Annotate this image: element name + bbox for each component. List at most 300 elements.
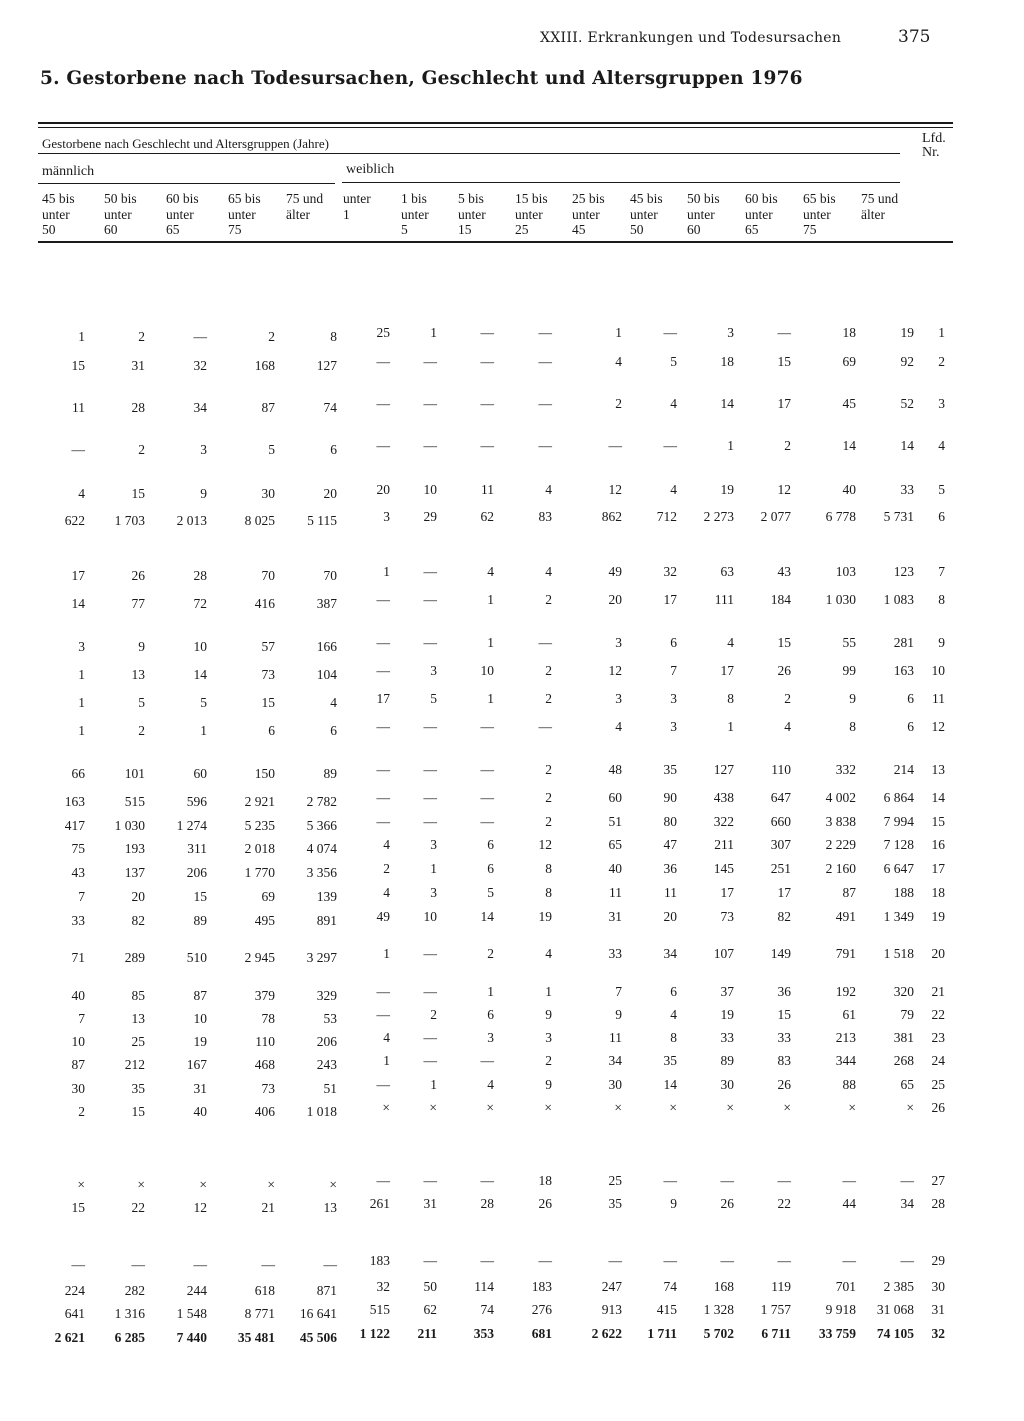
table-cell: 622 bbox=[64, 513, 85, 528]
table-cell: 77 bbox=[131, 596, 145, 611]
table-cell: 1 083 bbox=[883, 592, 914, 607]
table-cell: 20 bbox=[323, 486, 337, 501]
row-number: 32 bbox=[931, 1326, 945, 1341]
table-cell: 32 bbox=[376, 1279, 390, 1294]
table-cell: 1 bbox=[78, 695, 85, 710]
table-cell: 1 bbox=[383, 946, 390, 961]
table-cell: 596 bbox=[186, 794, 207, 809]
table-cell: 73 bbox=[720, 909, 734, 924]
table-cell: 21 bbox=[261, 1200, 275, 1215]
table-cell: — bbox=[261, 1257, 275, 1272]
table-cell: 19 bbox=[720, 1007, 734, 1022]
table-cell: — bbox=[376, 984, 390, 999]
table-cell: 4 bbox=[615, 719, 622, 734]
table-cell: 4 bbox=[670, 1007, 677, 1022]
table-cell: 2 bbox=[268, 329, 275, 344]
table-cell: 3 bbox=[78, 639, 85, 654]
table-cell: 2 bbox=[487, 946, 494, 961]
table-cell: — bbox=[423, 592, 437, 607]
table-cell: 8 bbox=[330, 329, 337, 344]
table-cell: 17 bbox=[71, 568, 85, 583]
table-cell: — bbox=[480, 1173, 494, 1188]
table-cell: 4 bbox=[383, 837, 390, 852]
table-cell: 51 bbox=[323, 1081, 337, 1096]
header-bottom-rule bbox=[38, 241, 953, 243]
table-cell: — bbox=[376, 635, 390, 650]
table-cell: 282 bbox=[124, 1283, 145, 1298]
table-cell: 6 bbox=[670, 984, 677, 999]
table-cell: × bbox=[848, 1100, 856, 1115]
table-cell: 344 bbox=[835, 1053, 856, 1068]
table-cell: 3 297 bbox=[306, 950, 337, 965]
table-cell: — bbox=[480, 438, 494, 453]
table-cell: 15 bbox=[71, 1200, 85, 1215]
table-cell: 7 bbox=[78, 1011, 85, 1026]
table-cell: 1 bbox=[430, 325, 437, 340]
table-cell: 1 274 bbox=[176, 818, 207, 833]
group-heading-rule bbox=[38, 153, 900, 154]
table-cell: 139 bbox=[316, 889, 337, 904]
table-cell: 3 bbox=[430, 663, 437, 678]
table-cell: 9 bbox=[200, 486, 207, 501]
table-cell: 891 bbox=[316, 913, 337, 928]
table-cell: 51 bbox=[608, 814, 622, 829]
table-cell: — bbox=[423, 396, 437, 411]
table-cell: 89 bbox=[720, 1053, 734, 1068]
table-cell: — bbox=[376, 1077, 390, 1092]
table-cell: 25 bbox=[376, 325, 390, 340]
table-cell: 80 bbox=[663, 814, 677, 829]
table-cell: 60 bbox=[193, 766, 207, 781]
table-cell: 14 bbox=[663, 1077, 677, 1092]
table-cell: 15 bbox=[131, 486, 145, 501]
table-cell: 5 115 bbox=[307, 513, 337, 528]
table-cell: 145 bbox=[713, 861, 734, 876]
table-cell: 6 285 bbox=[114, 1330, 145, 1345]
table-cell: 9 bbox=[545, 1077, 552, 1092]
maennlich-rule bbox=[38, 183, 335, 184]
table-cell: 52 bbox=[900, 396, 914, 411]
table-cell: 6 778 bbox=[825, 509, 856, 524]
table-cell: 3 bbox=[670, 691, 677, 706]
table-cell: × bbox=[906, 1100, 914, 1115]
table-cell: 5 bbox=[430, 691, 437, 706]
table-cell: — bbox=[423, 1030, 437, 1045]
table-cell: 647 bbox=[770, 790, 791, 805]
table-cell: 73 bbox=[261, 1081, 275, 1096]
table-cell: 83 bbox=[777, 1053, 791, 1068]
table-cell: 4 bbox=[784, 719, 791, 734]
table-cell: 2 bbox=[545, 762, 552, 777]
row-number: 23 bbox=[931, 1030, 945, 1045]
table-cell: 17 bbox=[663, 592, 677, 607]
table-cell: 34 bbox=[663, 946, 677, 961]
table-cell: 45 bbox=[842, 396, 856, 411]
table-cell: 107 bbox=[713, 946, 734, 961]
column-header: 60 bis unter 65 bbox=[745, 191, 778, 237]
table-cell: 28 bbox=[131, 400, 145, 415]
table-cell: 510 bbox=[186, 950, 207, 965]
table-cell: 8 bbox=[849, 719, 856, 734]
table-cell: — bbox=[423, 762, 437, 777]
table-cell: 1 030 bbox=[114, 818, 145, 833]
row-number: 14 bbox=[931, 790, 945, 805]
table-cell: 28 bbox=[480, 1196, 494, 1211]
group-heading: Gestorbene nach Geschlecht und Altersgruppen (Jahre) bbox=[42, 136, 329, 151]
table-cell: — bbox=[538, 635, 552, 650]
table-cell: 20 bbox=[376, 482, 390, 497]
table-cell: 4 bbox=[487, 564, 494, 579]
table-cell: 15 bbox=[777, 1007, 791, 1022]
table-cell: 1 757 bbox=[760, 1302, 791, 1317]
table-cell: 1 bbox=[78, 329, 85, 344]
table-cell: 99 bbox=[842, 663, 856, 678]
table-cell: 75 bbox=[71, 841, 85, 856]
table-cell: 35 bbox=[663, 1053, 677, 1068]
table-cell: 30 bbox=[261, 486, 275, 501]
table-cell: 29 bbox=[423, 509, 437, 524]
table-cell: — bbox=[423, 719, 437, 734]
table-cell: 15 bbox=[261, 695, 275, 710]
table-cell: — bbox=[376, 438, 390, 453]
table-cell: 15 bbox=[777, 635, 791, 650]
table-cell: 5 731 bbox=[883, 509, 914, 524]
table-cell: — bbox=[423, 946, 437, 961]
row-number: 3 bbox=[938, 396, 945, 411]
table-cell: 168 bbox=[713, 1279, 734, 1294]
row-number: 22 bbox=[931, 1007, 945, 1022]
row-number: 25 bbox=[931, 1077, 945, 1092]
table-cell: 9 bbox=[545, 1007, 552, 1022]
table-cell: 36 bbox=[663, 861, 677, 876]
table-cell: 90 bbox=[663, 790, 677, 805]
table-cell: 15 bbox=[777, 354, 791, 369]
maennlich-label: männlich bbox=[42, 164, 95, 179]
table-cell: 18 bbox=[538, 1173, 552, 1188]
table-cell: 33 759 bbox=[818, 1326, 856, 1341]
table-cell: — bbox=[777, 1253, 791, 1268]
table-cell: 2 bbox=[545, 790, 552, 805]
running-head: XXIII. Erkrankungen und Todesursachen bbox=[540, 30, 842, 46]
table-cell: 83 bbox=[538, 509, 552, 524]
table-cell: 14 bbox=[842, 438, 856, 453]
table-cell: 417 bbox=[64, 818, 85, 833]
table-cell: 183 bbox=[531, 1279, 552, 1294]
table-cell: — bbox=[423, 354, 437, 369]
table-cell: 19 bbox=[720, 482, 734, 497]
row-number: 30 bbox=[931, 1279, 945, 1294]
table-cell: 19 bbox=[193, 1034, 207, 1049]
table-cell: 2 077 bbox=[760, 509, 791, 524]
table-cell: 92 bbox=[900, 354, 914, 369]
table-cell: 1 bbox=[78, 723, 85, 738]
table-cell: 4 bbox=[727, 635, 734, 650]
row-number: 17 bbox=[931, 861, 945, 876]
table-cell: 25 bbox=[131, 1034, 145, 1049]
table-cell: 2 921 bbox=[244, 794, 275, 809]
table-cell: 6 bbox=[268, 723, 275, 738]
table-cell: 18 bbox=[720, 354, 734, 369]
table-cell: — bbox=[480, 354, 494, 369]
row-number: 29 bbox=[931, 1253, 945, 1268]
table-cell: 33 bbox=[720, 1030, 734, 1045]
table-cell: — bbox=[376, 663, 390, 678]
row-number: 6 bbox=[938, 509, 945, 524]
table-cell: — bbox=[423, 564, 437, 579]
table-cell: 114 bbox=[474, 1279, 494, 1294]
table-cell: 163 bbox=[893, 663, 914, 678]
table-cell: 211 bbox=[417, 1326, 437, 1341]
table-cell: 9 918 bbox=[825, 1302, 856, 1317]
table-cell: 641 bbox=[64, 1306, 85, 1321]
table-cell: 438 bbox=[713, 790, 734, 805]
row-number: 12 bbox=[931, 719, 945, 734]
table-cell: 22 bbox=[777, 1196, 791, 1211]
table-cell: 184 bbox=[770, 592, 791, 607]
table-cell: 1 bbox=[615, 325, 622, 340]
table-cell: — bbox=[842, 1253, 856, 1268]
table-cell: 247 bbox=[601, 1279, 622, 1294]
table-cell: 281 bbox=[893, 635, 914, 650]
table-cell: 2 273 bbox=[703, 509, 734, 524]
table-cell: 11 bbox=[609, 885, 622, 900]
table-cell: 1 bbox=[727, 438, 734, 453]
table-cell: 243 bbox=[316, 1057, 337, 1072]
table-cell: 5 bbox=[200, 695, 207, 710]
table-cell: 85 bbox=[131, 988, 145, 1003]
table-cell: 913 bbox=[601, 1302, 622, 1317]
table-cell: 74 105 bbox=[876, 1326, 914, 1341]
table-cell: 415 bbox=[656, 1302, 677, 1317]
table-cell: 137 bbox=[124, 865, 145, 880]
table-cell: 26 bbox=[777, 1077, 791, 1092]
table-cell: 2 bbox=[545, 1053, 552, 1068]
table-cell: 206 bbox=[186, 865, 207, 880]
table-cell: 10 bbox=[480, 663, 494, 678]
table-cell: 5 bbox=[670, 354, 677, 369]
table-cell: 4 bbox=[383, 885, 390, 900]
table-cell: 4 074 bbox=[306, 841, 337, 856]
table-cell: 214 bbox=[893, 762, 914, 777]
table-cell: 28 bbox=[193, 568, 207, 583]
table-cell: 149 bbox=[770, 946, 791, 961]
column-header: 65 bis unter 75 bbox=[228, 191, 261, 237]
table-cell: — bbox=[376, 396, 390, 411]
table-cell: 70 bbox=[261, 568, 275, 583]
table-cell: 61 bbox=[842, 1007, 856, 1022]
table-cell: — bbox=[376, 1173, 390, 1188]
column-header: 65 bis unter 75 bbox=[803, 191, 836, 237]
table-cell: 30 bbox=[720, 1077, 734, 1092]
table-cell: 17 bbox=[777, 885, 791, 900]
table-cell: 6 bbox=[330, 723, 337, 738]
table-cell: 31 bbox=[193, 1081, 207, 1096]
table-cell: 127 bbox=[713, 762, 734, 777]
table-cell: 62 bbox=[480, 509, 494, 524]
table-cell: 213 bbox=[835, 1030, 856, 1045]
table-cell: 65 bbox=[608, 837, 622, 852]
table-cell: 2 160 bbox=[825, 861, 856, 876]
table-cell: 381 bbox=[893, 1030, 914, 1045]
table-cell: 18 bbox=[842, 325, 856, 340]
row-number: 5 bbox=[938, 482, 945, 497]
table-cell: 192 bbox=[835, 984, 856, 999]
table-cell: 2 bbox=[784, 438, 791, 453]
table-cell: 3 bbox=[545, 1030, 552, 1045]
table-cell: × bbox=[77, 1177, 85, 1192]
table-cell: 13 bbox=[323, 1200, 337, 1215]
table-cell: 35 bbox=[131, 1081, 145, 1096]
table-cell: 14 bbox=[900, 438, 914, 453]
table-cell: 6 bbox=[907, 691, 914, 706]
table-cell: — bbox=[376, 719, 390, 734]
table-cell: 862 bbox=[601, 509, 622, 524]
table-cell: 1 bbox=[487, 984, 494, 999]
table-cell: — bbox=[480, 1253, 494, 1268]
table-cell: 37 bbox=[720, 984, 734, 999]
table-cell: 89 bbox=[193, 913, 207, 928]
row-number: 24 bbox=[931, 1053, 945, 1068]
table-cell: 14 bbox=[71, 596, 85, 611]
table-cell: — bbox=[720, 1253, 734, 1268]
table-cell: 2 782 bbox=[306, 794, 337, 809]
table-cell: 2 bbox=[138, 442, 145, 457]
table-cell: 2 bbox=[430, 1007, 437, 1022]
table-cell: 6 bbox=[907, 719, 914, 734]
row-number: 15 bbox=[931, 814, 945, 829]
table-cell: 871 bbox=[316, 1283, 337, 1298]
table-cell: 74 bbox=[480, 1302, 494, 1317]
column-header: unter 1 bbox=[343, 191, 371, 222]
table-cell: 5 bbox=[138, 695, 145, 710]
table-cell: — bbox=[71, 442, 85, 457]
table-cell: 4 bbox=[487, 1077, 494, 1092]
table-cell: 87 bbox=[842, 885, 856, 900]
table-cell: 353 bbox=[473, 1326, 494, 1341]
table-cell: 57 bbox=[261, 639, 275, 654]
table-cell: 211 bbox=[714, 837, 734, 852]
table-cell: 1 bbox=[487, 691, 494, 706]
table-cell: 48 bbox=[608, 762, 622, 777]
table-cell: 10 bbox=[193, 1011, 207, 1026]
table-cell: — bbox=[842, 1173, 856, 1188]
table-cell: 66 bbox=[71, 766, 85, 781]
table-cell: 13 bbox=[131, 667, 145, 682]
table-cell: 244 bbox=[186, 1283, 207, 1298]
table-cell: 32 bbox=[193, 358, 207, 373]
table-cell: 5 bbox=[268, 442, 275, 457]
row-number: 18 bbox=[931, 885, 945, 900]
table-cell: 104 bbox=[316, 667, 337, 682]
table-cell: 2 bbox=[615, 396, 622, 411]
table-cell: 4 bbox=[383, 1030, 390, 1045]
table-cell: 31 bbox=[131, 358, 145, 373]
table-cell: 5 235 bbox=[244, 818, 275, 833]
table-cell: — bbox=[900, 1173, 914, 1188]
table-cell: 79 bbox=[900, 1007, 914, 1022]
table-cell: × bbox=[486, 1100, 494, 1115]
page-number: 375 bbox=[898, 27, 931, 47]
table-cell: 1 bbox=[430, 861, 437, 876]
table-cell: 515 bbox=[369, 1302, 390, 1317]
table-cell: 268 bbox=[893, 1053, 914, 1068]
table-cell: 55 bbox=[842, 635, 856, 650]
table-cell: 2 bbox=[138, 329, 145, 344]
table-cell: 1 bbox=[487, 635, 494, 650]
table-cell: 7 bbox=[615, 984, 622, 999]
table-cell: 17 bbox=[376, 691, 390, 706]
table-cell: 5 702 bbox=[703, 1326, 734, 1341]
table-cell: 8 bbox=[727, 691, 734, 706]
table-cell: 40 bbox=[608, 861, 622, 876]
table-cell: 681 bbox=[531, 1326, 552, 1341]
table-cell: 1 bbox=[430, 1077, 437, 1092]
table-cell: — bbox=[376, 592, 390, 607]
table-cell: 3 bbox=[727, 325, 734, 340]
table-cell: 103 bbox=[835, 564, 856, 579]
table-cell: — bbox=[423, 1173, 437, 1188]
table-cell: 74 bbox=[663, 1279, 677, 1294]
table-cell: 6 bbox=[487, 861, 494, 876]
table-cell: × bbox=[267, 1177, 275, 1192]
table-cell: — bbox=[720, 1173, 734, 1188]
table-cell: 50 bbox=[423, 1279, 437, 1294]
table-cell: 329 bbox=[316, 988, 337, 1003]
row-number: 1 bbox=[938, 325, 945, 340]
table-cell: 387 bbox=[316, 596, 337, 611]
table-cell: 2 bbox=[78, 1104, 85, 1119]
table-cell: 10 bbox=[423, 909, 437, 924]
table-cell: — bbox=[663, 1253, 677, 1268]
table-cell: 5 366 bbox=[306, 818, 337, 833]
table-cell: 1 bbox=[487, 592, 494, 607]
table-cell: — bbox=[538, 1253, 552, 1268]
table-cell: 9 bbox=[615, 1007, 622, 1022]
table-cell: 45 506 bbox=[299, 1330, 337, 1345]
table-cell: 1 122 bbox=[359, 1326, 390, 1341]
table-cell: 322 bbox=[713, 814, 734, 829]
table-cell: 10 bbox=[71, 1034, 85, 1049]
table-cell: — bbox=[608, 438, 622, 453]
table-cell: 166 bbox=[316, 639, 337, 654]
table-cell: 320 bbox=[893, 984, 914, 999]
table-cell: 618 bbox=[254, 1283, 275, 1298]
table-cell: 15 bbox=[193, 889, 207, 904]
column-header: 5 bis unter 15 bbox=[458, 191, 486, 237]
table-cell: 791 bbox=[835, 946, 856, 961]
table-cell: 15 bbox=[71, 358, 85, 373]
table-cell: 10 bbox=[193, 639, 207, 654]
table-cell: 7 bbox=[78, 889, 85, 904]
table-cell: — bbox=[71, 1257, 85, 1272]
table-cell: 3 bbox=[615, 691, 622, 706]
table-cell: 3 bbox=[200, 442, 207, 457]
table-cell: 14 bbox=[480, 909, 494, 924]
column-header: 1 bis unter 5 bbox=[401, 191, 429, 237]
table-cell: — bbox=[423, 635, 437, 650]
table-cell: 8 025 bbox=[244, 513, 275, 528]
table-cell: 7 440 bbox=[176, 1330, 207, 1345]
table-cell: 307 bbox=[770, 837, 791, 852]
table-cell: 1 316 bbox=[114, 1306, 145, 1321]
table-cell: 7 994 bbox=[883, 814, 914, 829]
table-cell: 701 bbox=[835, 1279, 856, 1294]
column-header: 75 und älter bbox=[286, 191, 324, 222]
table-cell: — bbox=[663, 438, 677, 453]
table-cell: 111 bbox=[714, 592, 734, 607]
table-cell: 2 018 bbox=[244, 841, 275, 856]
column-header: 15 bis unter 25 bbox=[515, 191, 548, 237]
